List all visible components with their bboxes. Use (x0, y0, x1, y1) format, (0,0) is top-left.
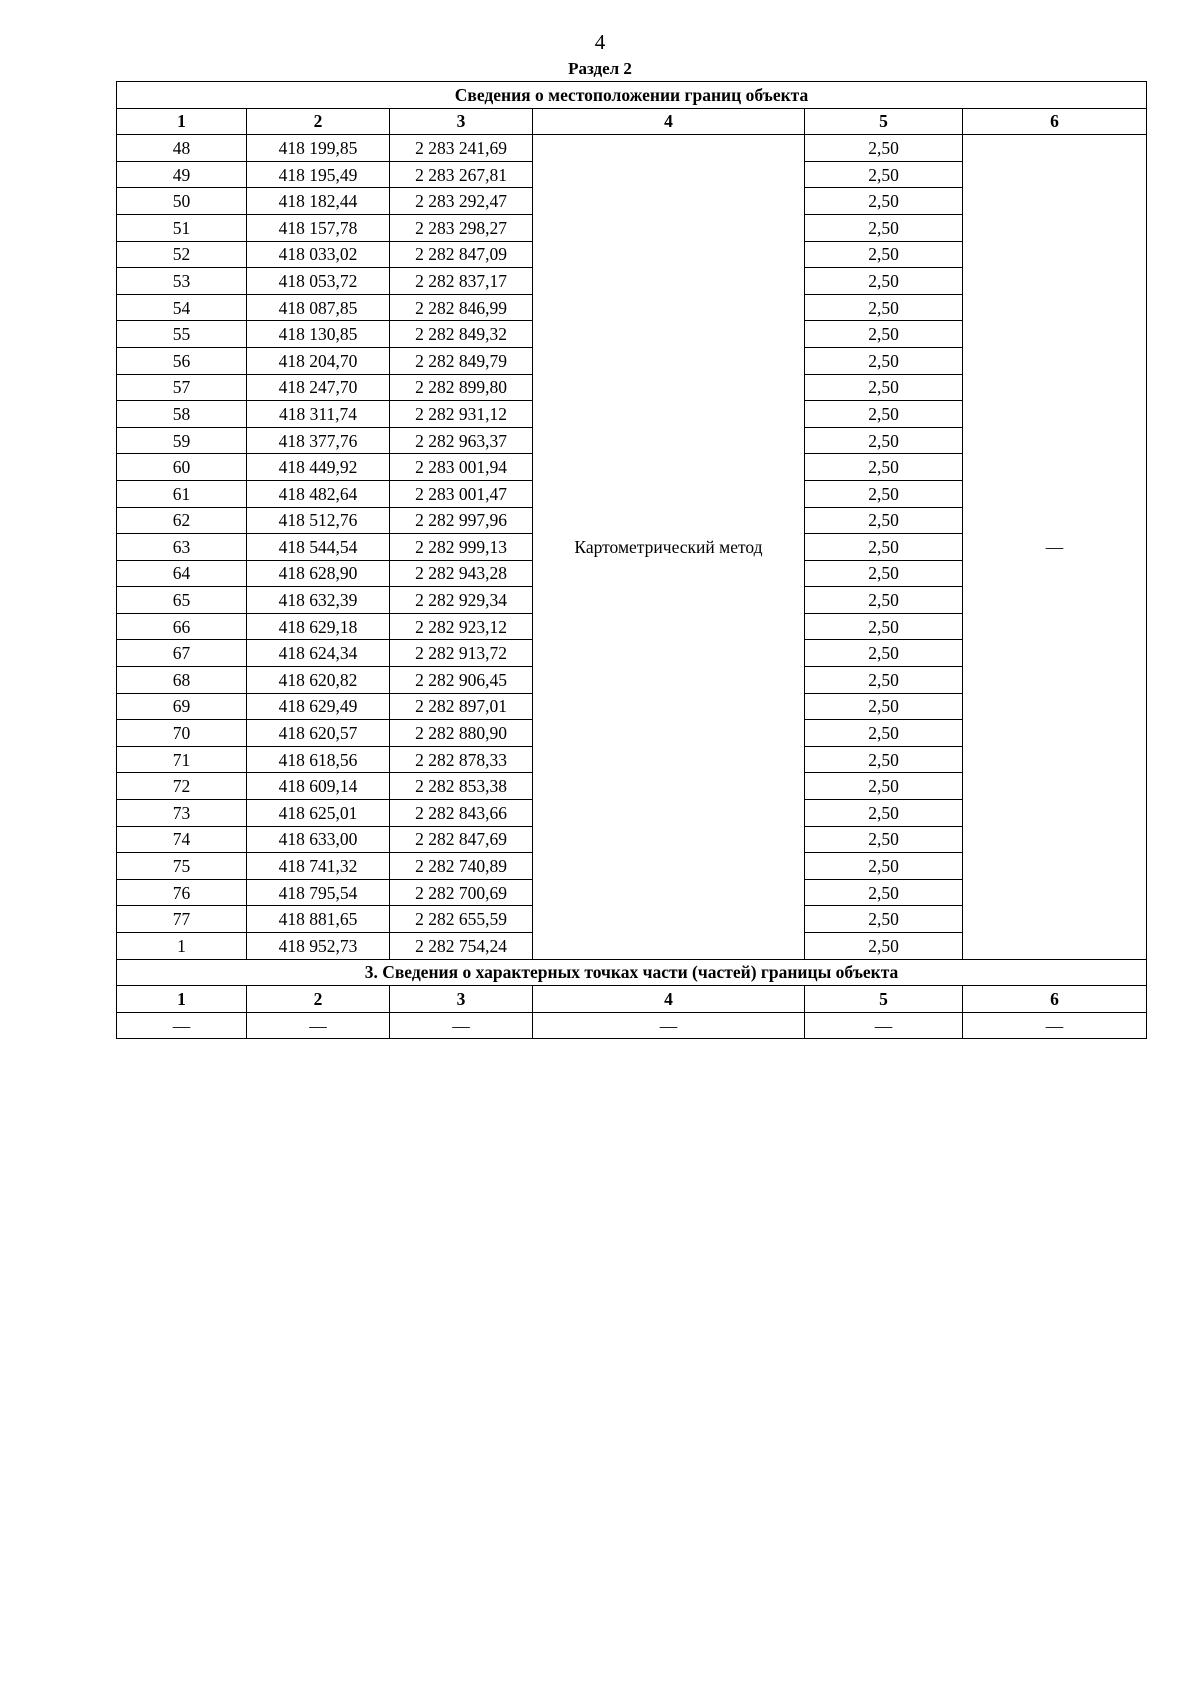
table-cell: 49 (117, 161, 247, 188)
table-cell: 2,50 (805, 640, 963, 667)
table-cell: — (117, 1012, 247, 1039)
table-cell: 2,50 (805, 826, 963, 853)
table-cell: 418 087,85 (247, 294, 390, 321)
table-cell: 73 (117, 800, 247, 827)
table-cell: 2 283 298,27 (390, 214, 533, 241)
table-cell: 418 199,85 (247, 135, 390, 162)
table-cell: 2 283 001,47 (390, 480, 533, 507)
table-cell: 2 282 943,28 (390, 560, 533, 587)
table-cell: 72 (117, 773, 247, 800)
part3-title: 3. Сведения о характерных точках части (частей) границы объекта (117, 959, 1147, 986)
table-cell: 418 482,64 (247, 480, 390, 507)
table-cell: 418 544,54 (247, 534, 390, 561)
section-title: Раздел 2 (568, 59, 632, 78)
table-cell: 2,50 (805, 241, 963, 268)
table-cell: 2,50 (805, 587, 963, 614)
table-cell: 418 625,01 (247, 800, 390, 827)
column-header: 5 (805, 108, 963, 135)
table-cell: 418 624,34 (247, 640, 390, 667)
table-cell: 418 629,18 (247, 613, 390, 640)
table-cell: 2,50 (805, 933, 963, 960)
table-cell: 1 (117, 933, 247, 960)
table-cell: 2 282 655,59 (390, 906, 533, 933)
table-cell: 60 (117, 454, 247, 481)
table-cell: 2 282 923,12 (390, 613, 533, 640)
table-cell: 2,50 (805, 374, 963, 401)
table-cell: 2,50 (805, 268, 963, 295)
column-header: 2 (247, 986, 390, 1013)
table-cell: 2 282 906,45 (390, 667, 533, 694)
table-cell: 2 282 700,69 (390, 879, 533, 906)
table-cell: 48 (117, 135, 247, 162)
table-cell: 418 741,32 (247, 853, 390, 880)
table-cell: 52 (117, 241, 247, 268)
table-cell: 418 130,85 (247, 321, 390, 348)
table-cell: 2 283 001,94 (390, 454, 533, 481)
table-cell: 2 282 963,37 (390, 427, 533, 454)
table-cell: — (963, 1012, 1147, 1039)
table-cell: 2,50 (805, 161, 963, 188)
table-title: Сведения о местоположении границ объекта (117, 82, 1147, 109)
table-cell: 2,50 (805, 454, 963, 481)
column-header: 1 (117, 108, 247, 135)
boundary-table-body (117, 82, 1147, 1039)
table-cell: 418 182,44 (247, 188, 390, 215)
table-cell: — (533, 1012, 805, 1039)
table-cell: 418 449,92 (247, 454, 390, 481)
table-cell: 2 282 846,99 (390, 294, 533, 321)
table-cell: 418 629,49 (247, 693, 390, 720)
table-cell: 56 (117, 347, 247, 374)
table-cell: 2,50 (805, 667, 963, 694)
table-cell: — (247, 1012, 390, 1039)
table-cell: 2 282 849,79 (390, 347, 533, 374)
table-cell: 418 311,74 (247, 401, 390, 428)
table-cell: 50 (117, 188, 247, 215)
table-cell: 418 033,02 (247, 241, 390, 268)
table-cell: 2,50 (805, 480, 963, 507)
table-cell: 418 053,72 (247, 268, 390, 295)
table-cell: 2,50 (805, 427, 963, 454)
table-cell: 418 620,57 (247, 720, 390, 747)
table-cell: 2 282 997,96 (390, 507, 533, 534)
part3-title-row (117, 959, 1147, 986)
table-cell: 2 283 241,69 (390, 135, 533, 162)
table-cell: 2,50 (805, 746, 963, 773)
table-cell: 2,50 (805, 214, 963, 241)
table-cell: 74 (117, 826, 247, 853)
table-cell: 54 (117, 294, 247, 321)
table-cell: 2,50 (805, 800, 963, 827)
table-cell: 2 282 913,72 (390, 640, 533, 667)
table-cell: 2 282 847,69 (390, 826, 533, 853)
part3-data-row (117, 1012, 1147, 1039)
table-cell: 418 633,00 (247, 826, 390, 853)
table-cell: 2,50 (805, 135, 963, 162)
table-cell: 51 (117, 214, 247, 241)
table-cell: 59 (117, 427, 247, 454)
column-header: 5 (805, 986, 963, 1013)
table-cell: 2,50 (805, 294, 963, 321)
table-cell: 2,50 (805, 347, 963, 374)
column-header: 1 (117, 986, 247, 1013)
table-cell: 2,50 (805, 188, 963, 215)
table-cell: 2 282 843,66 (390, 800, 533, 827)
table-cell: 2,50 (805, 773, 963, 800)
column6-cell: — (963, 135, 1147, 959)
table-cell: 76 (117, 879, 247, 906)
table-cell: 418 620,82 (247, 667, 390, 694)
table-cell: 418 512,76 (247, 507, 390, 534)
table-cell: 2 282 899,80 (390, 374, 533, 401)
table-cell: 63 (117, 534, 247, 561)
table-cell: 418 795,54 (247, 879, 390, 906)
table-cell: 58 (117, 401, 247, 428)
table-cell: 2,50 (805, 401, 963, 428)
table-cell: 418 377,76 (247, 427, 390, 454)
table-cell: 66 (117, 613, 247, 640)
table-cell: 75 (117, 853, 247, 880)
table-cell: 69 (117, 693, 247, 720)
table-cell: 2 282 931,12 (390, 401, 533, 428)
table-cell: 53 (117, 268, 247, 295)
table-cell: 67 (117, 640, 247, 667)
table-cell: 77 (117, 906, 247, 933)
column-header: 3 (390, 108, 533, 135)
table-cell: 2 282 847,09 (390, 241, 533, 268)
table-cell: 2 282 754,24 (390, 933, 533, 960)
table-cell: 68 (117, 667, 247, 694)
column-header: 3 (390, 986, 533, 1013)
table-cell: 2,50 (805, 560, 963, 587)
table-cell: 2 282 740,89 (390, 853, 533, 880)
method-cell: Картометрический метод (533, 135, 805, 959)
column-header: 6 (963, 986, 1147, 1013)
table-cell: 2,50 (805, 853, 963, 880)
table-cell: 418 618,56 (247, 746, 390, 773)
table-cell: 2,50 (805, 879, 963, 906)
column-header: 4 (533, 986, 805, 1013)
table-cell: 70 (117, 720, 247, 747)
table-cell: — (805, 1012, 963, 1039)
table-cell: 418 628,90 (247, 560, 390, 587)
table-cell: 2,50 (805, 534, 963, 561)
column-header: 6 (963, 108, 1147, 135)
column-header: 2 (247, 108, 390, 135)
table-cell: 2 282 897,01 (390, 693, 533, 720)
table-cell: 57 (117, 374, 247, 401)
table-cell: 2 282 837,17 (390, 268, 533, 295)
table-cell: 65 (117, 587, 247, 614)
table-cell: 418 632,39 (247, 587, 390, 614)
table-cell: 2 282 929,34 (390, 587, 533, 614)
table-cell: 418 195,49 (247, 161, 390, 188)
table-cell: 2 283 292,47 (390, 188, 533, 215)
table-cell: 62 (117, 507, 247, 534)
table-cell: 418 247,70 (247, 374, 390, 401)
table-cell: 418 204,70 (247, 347, 390, 374)
table-cell: 2 282 999,13 (390, 534, 533, 561)
page-number: 4 (594, 30, 606, 54)
table-title-row (117, 82, 1147, 109)
table-cell: 2,50 (805, 321, 963, 348)
table-cell: 61 (117, 480, 247, 507)
table-cell: 2 283 267,81 (390, 161, 533, 188)
table-cell: 2,50 (805, 613, 963, 640)
table-cell: 2,50 (805, 693, 963, 720)
table-cell: 2,50 (805, 906, 963, 933)
table-cell: 2 282 880,90 (390, 720, 533, 747)
boundary-table (116, 81, 1147, 1039)
table-cell: 418 881,65 (247, 906, 390, 933)
column-header-row (117, 108, 1147, 135)
table-cell: 418 609,14 (247, 773, 390, 800)
table-row (117, 135, 1147, 162)
table-cell: 2 282 853,38 (390, 773, 533, 800)
table-cell: 418 157,78 (247, 214, 390, 241)
table-cell: 2 282 878,33 (390, 746, 533, 773)
column-header: 4 (533, 108, 805, 135)
table-cell: 64 (117, 560, 247, 587)
table-cell: 71 (117, 746, 247, 773)
table-cell: 55 (117, 321, 247, 348)
table-cell: 2,50 (805, 507, 963, 534)
table-cell: 2,50 (805, 720, 963, 747)
table-cell: 2 282 849,32 (390, 321, 533, 348)
part3-header-row (117, 986, 1147, 1013)
table-cell: — (390, 1012, 533, 1039)
table-cell: 418 952,73 (247, 933, 390, 960)
